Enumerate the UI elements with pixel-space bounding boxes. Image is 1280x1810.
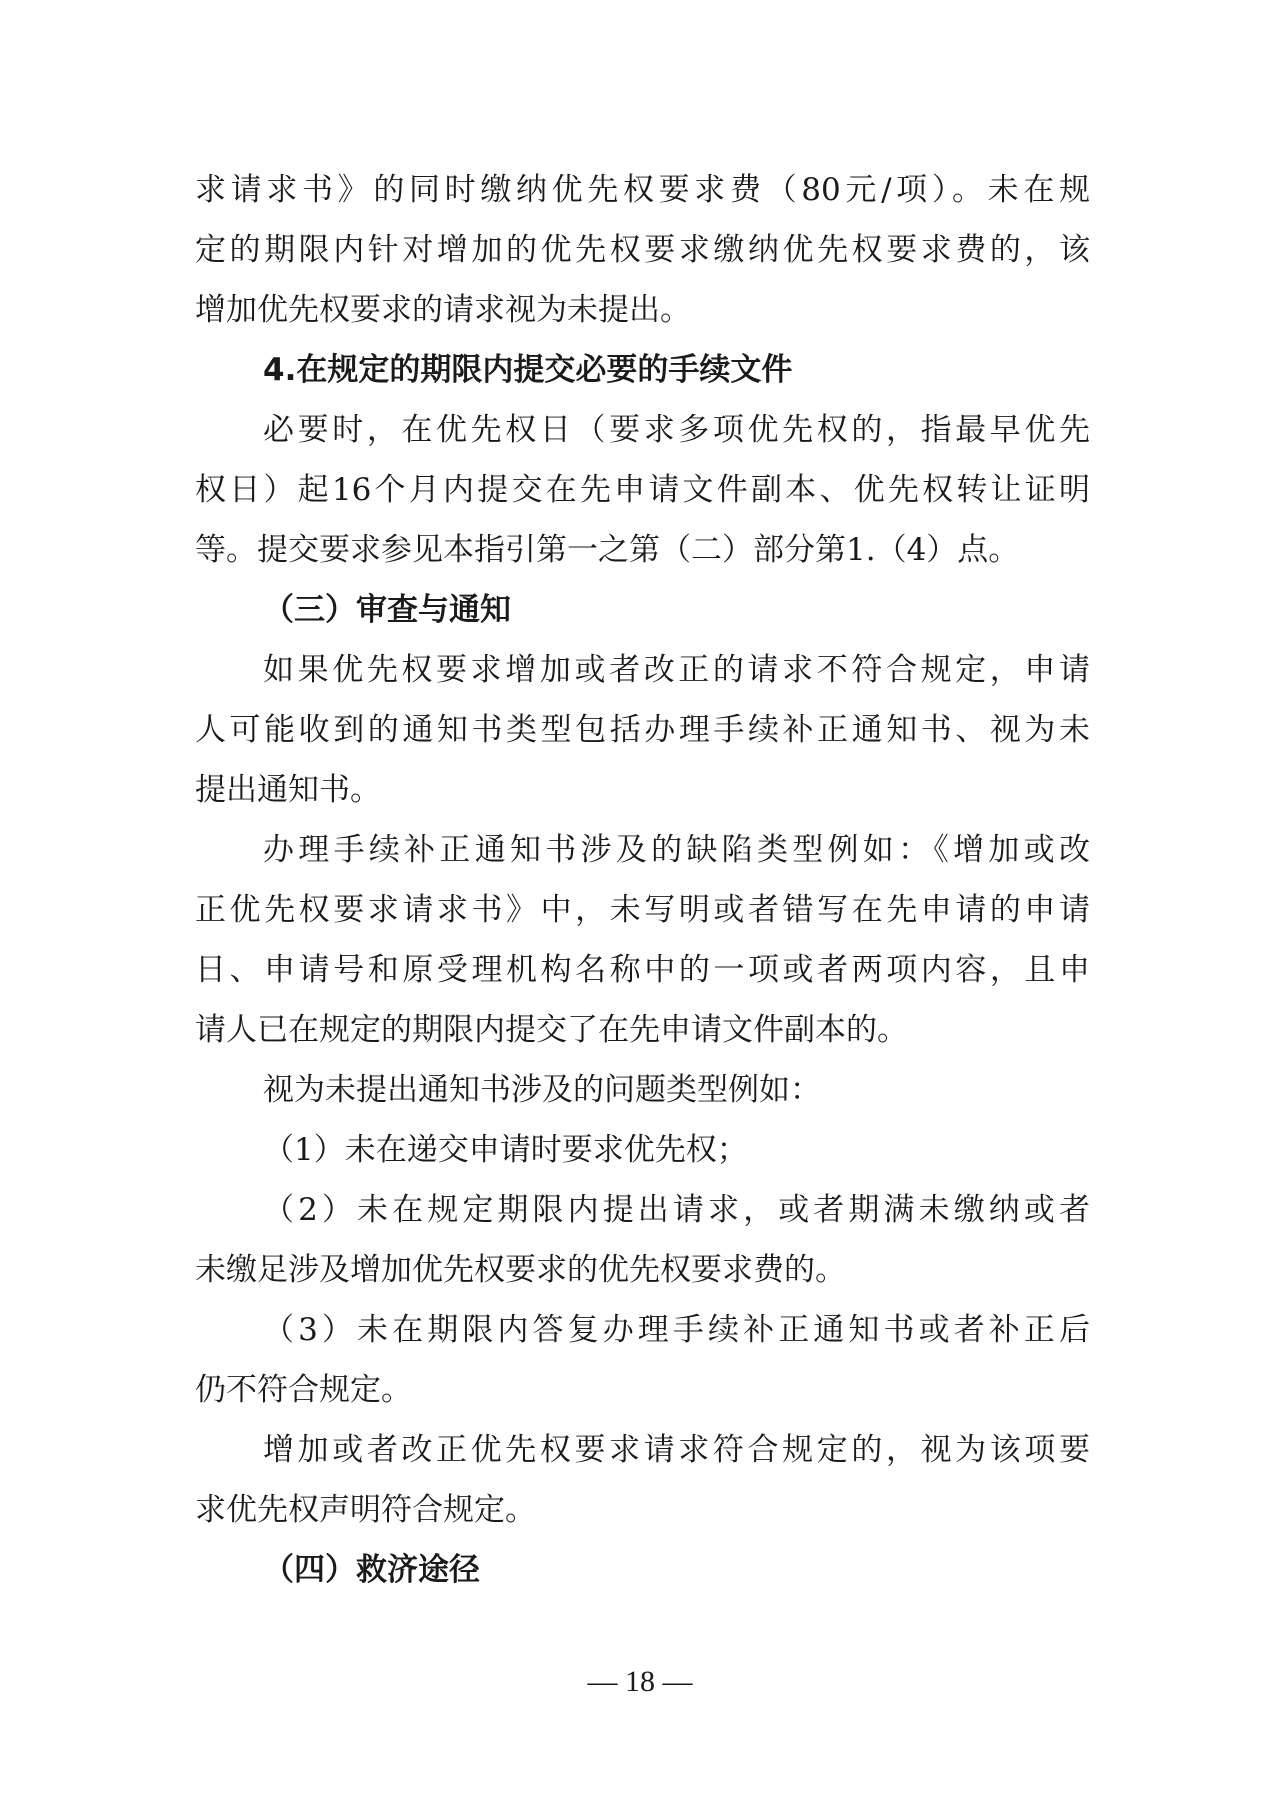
page-number: — 18 — — [587, 1665, 693, 1698]
subsection-heading: 4.在规定的期限内提交必要的手续文件 — [263, 352, 793, 388]
paragraph — [195, 1420, 1090, 1540]
text-line: 增加优先权要求的请求视为未提出。 — [195, 292, 691, 328]
text-line: 仍不符合规定。 — [195, 1372, 412, 1408]
text-line: 正优先权要求请求书》中，未写明或者错写在先申请的申请 — [195, 892, 1090, 928]
text-line: 未缴足涉及增加优先权要求的优先权要求费的。 — [195, 1252, 846, 1288]
paragraph — [195, 160, 1090, 340]
text-line: （3）未在期限内答复办理手续补正通知书或者补正后 — [263, 1312, 1090, 1348]
text-line: 定的期限内针对增加的优先权要求缴纳优先权要求费的，该 — [195, 232, 1090, 268]
text-line: 等。提交要求参见本指引第一之第（二）部分第1.（4）点。 — [195, 532, 1020, 568]
text-line: 人可能收到的通知书类型包括办理手续补正通知书、视为未 — [195, 712, 1090, 748]
paragraph — [195, 400, 1090, 580]
paragraph — [195, 820, 1090, 1060]
text-line: 如果优先权要求增加或者改正的请求不符合规定，申请 — [263, 652, 1090, 688]
text-line: 权日）起16个月内提交在先申请文件副本、优先权转让证明 — [195, 472, 1090, 508]
section-heading: （三）审查与通知 — [263, 592, 511, 628]
text-line: 办理手续补正通知书涉及的缺陷类型例如：《增加或改 — [263, 832, 1090, 868]
document-body — [195, 160, 1090, 1600]
paragraph — [195, 1060, 1090, 1120]
list-item — [195, 1300, 1090, 1420]
list-item — [195, 1120, 1090, 1180]
paragraph — [195, 640, 1090, 820]
list-item — [195, 1180, 1090, 1300]
text-line: 求优先权声明符合规定。 — [195, 1492, 536, 1528]
text-line: 必要时，在优先权日（要求多项优先权的，指最早优先 — [263, 412, 1090, 448]
text-line: 视为未提出通知书涉及的问题类型例如： — [263, 1072, 821, 1108]
text-line: （2）未在规定期限内提出请求，或者期满未缴纳或者 — [263, 1192, 1090, 1228]
text-line: 求请求书》的同时缴纳优先权要求费（80元/项）。未在规 — [195, 172, 1090, 208]
text-line: （1）未在递交申请时要求优先权； — [263, 1132, 748, 1168]
text-line: 提出通知书。 — [195, 772, 381, 808]
text-line: 日、申请号和原受理机构名称中的一项或者两项内容，且申 — [195, 952, 1090, 988]
text-line: 增加或者改正优先权要求请求符合规定的，视为该项要 — [263, 1432, 1090, 1468]
section-heading: （四）救济途径 — [263, 1552, 480, 1588]
text-line: 请人已在规定的期限内提交了在先申请文件副本的。 — [195, 1012, 908, 1048]
